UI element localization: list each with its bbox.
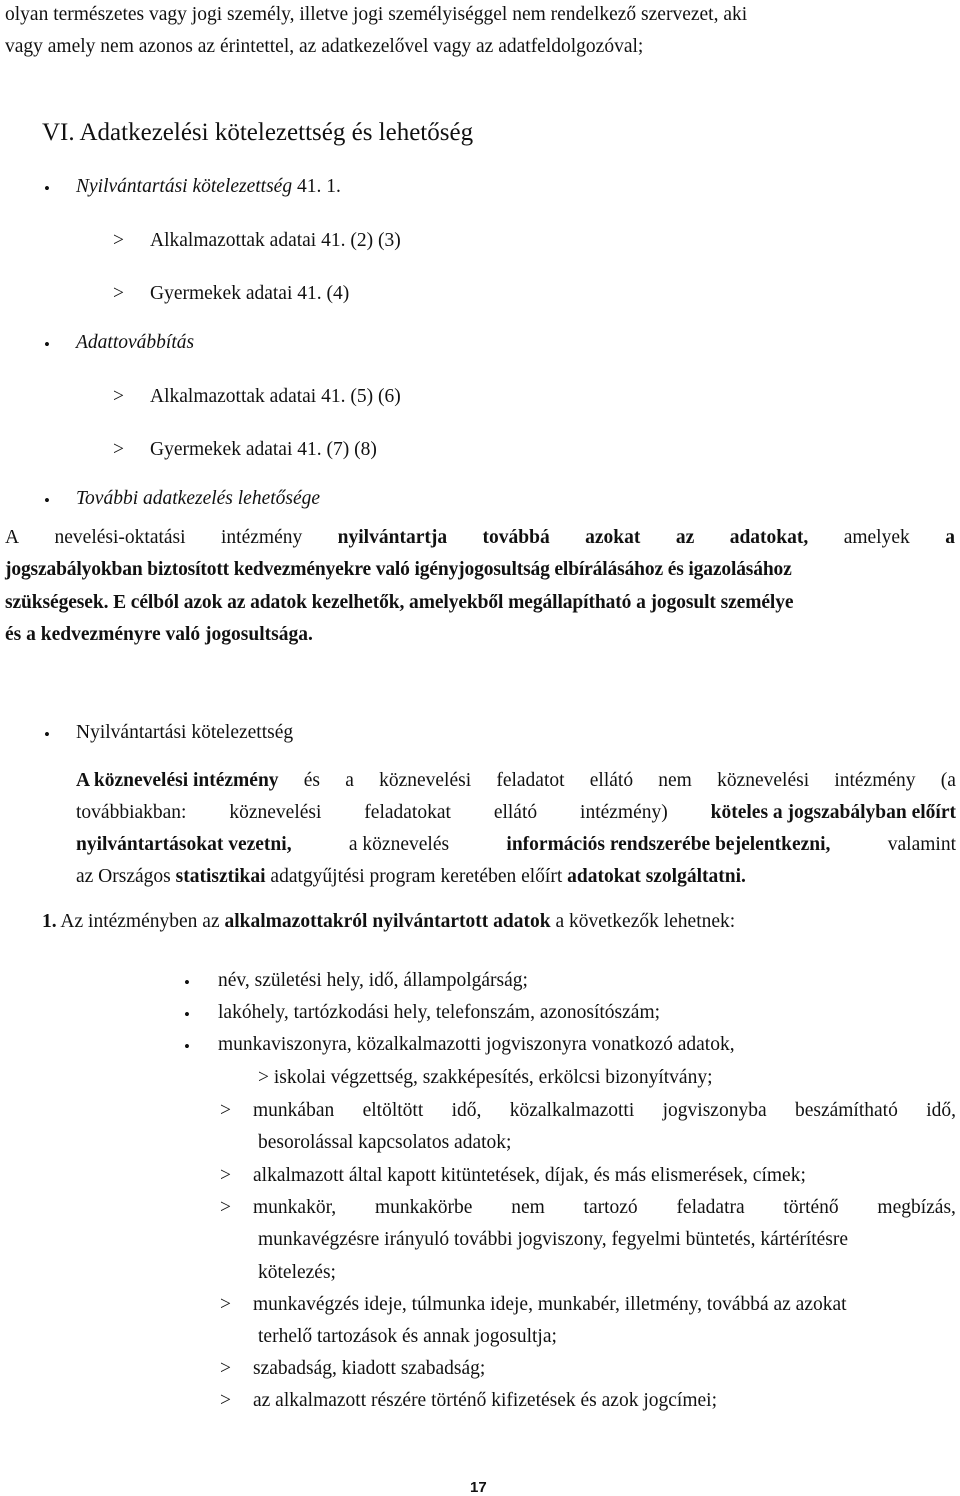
employee-bullet-2: lakóhely, tartózkodási hely, telefonszám, azonosítószám;	[218, 1002, 661, 1023]
arrow-icon: >	[220, 1100, 231, 1121]
arrow-icon: >	[220, 1390, 231, 1411]
sub-item-4-line-3: kötelezés;	[258, 1262, 336, 1283]
bullet-icon: •	[44, 335, 50, 354]
bullet-icon: •	[44, 725, 50, 744]
sub-item-5-line-1: munkavégzés ideje, túlmunka ideje, munkabér, illetmény, továbbá az azokat	[253, 1294, 847, 1315]
bullet-icon: •	[184, 1037, 190, 1056]
item-gyermekek-1: Gyermekek adatai 41. (4)	[150, 283, 350, 304]
bullet-label: Nyilvántartási kötelezettség	[76, 176, 293, 197]
sub-item-6: szabadság, kiadott szabadság;	[253, 1358, 486, 1379]
sub-item-2-line-2: besorolással kapcsolatos adatok;	[258, 1132, 512, 1153]
obligation-line-4: az Országos statisztikai adatgyűjtési program keretében előírt adatokat szolgáltatni.	[76, 866, 746, 887]
intro-line-2: vagy amely nem azonos az érintettel, az adatkezelővel vagy az adatfeldolgozóval;	[5, 36, 644, 57]
sub-item-7: az alkalmazott részére történő kifizetések és azok jogcímei;	[253, 1390, 717, 1411]
employee-bullet-1: név, születési hely, idő, állampolgárság;	[218, 970, 528, 991]
obligation-title: Nyilvántartási kötelezettség	[76, 722, 294, 743]
employee-bullet-3: munkaviszonyra, közalkalmazotti jogviszonyra vonatkozó adatok,	[218, 1034, 735, 1055]
item-gyermekek-2: Gyermekek adatai 41. (7) (8)	[150, 439, 377, 460]
item-alkalmazottak-1: Alkalmazottak adatai 41. (2) (3)	[150, 230, 401, 251]
arrow-icon: >	[220, 1358, 231, 1379]
arrow-icon: >	[220, 1165, 231, 1186]
bullet-ref: 41. 1.	[296, 176, 341, 197]
para-line-3: szükségesek. E célból azok az adatok kezelhetők, amelyekből megállapítható a jogosult személye	[5, 592, 794, 613]
arrow-icon: >	[113, 439, 124, 460]
item-alkalmazottak-2: Alkalmazottak adatai 41. (5) (6)	[150, 386, 401, 407]
bullet-icon: •	[44, 179, 50, 198]
arrow-icon: >	[113, 230, 124, 251]
employees-heading: 1. Az intézményben az alkalmazottakról nyilvántartott adatok a következők lehetnek:	[42, 911, 736, 932]
arrow-icon: >	[113, 386, 124, 407]
sub-item-4-line-1: munkakör, munkakörbe nem tartozó feladatra történő megbízás,	[253, 1197, 956, 1218]
para-line-2: jogszabályokban biztosított kedvezményekre való igényjogosultság elbírálásához és igazolásához	[5, 559, 792, 580]
sub-item-3: alkalmazott által kapott kitüntetések, díjak, és más elismerések, címek;	[253, 1165, 806, 1186]
page-number: 17	[470, 1479, 487, 1496]
sub-item-1: > iskolai végzettség, szakképesítés, erkölcsi bizonyítvány;	[258, 1067, 713, 1088]
sub-item-2-line-1: munkában eltöltött idő, közalkalmazotti jogviszonyba beszámítható idő,	[253, 1100, 956, 1121]
intro-line-1: olyan természetes vagy jogi személy, illetve jogi személyiséggel nem rendelkező szervezet, aki	[5, 4, 748, 25]
para-line-4: és a kedvezményre való jogosultsága.	[5, 624, 313, 645]
bullet-nyilvantartasi	[76, 177, 341, 197]
bullet-icon: •	[184, 973, 190, 992]
bullet-tovabbi: További adatkezelés lehetősége	[76, 488, 321, 509]
bullet-adattovabbitas: Adattovábbítás	[76, 332, 195, 353]
arrow-icon: >	[220, 1294, 231, 1315]
section-heading: VI. Adatkezelési kötelezettség és lehetőség	[42, 119, 474, 146]
para-line-1: A nevelési-oktatási intézmény nyilvántartja továbbá azokat az adatokat, amelyek a	[5, 527, 955, 548]
bullet-icon: •	[184, 1005, 190, 1024]
sub-item-5-line-2: terhelő tartozások és annak jogosultja;	[258, 1326, 557, 1347]
sub-item-4-line-2: munkavégzésre irányuló további jogviszony, fegyelmi büntetés, kártérítésre	[258, 1229, 849, 1250]
arrow-icon: >	[220, 1197, 231, 1218]
obligation-line-1: A köznevelési intézmény és a köznevelési feladatot ellátó nem köznevelési intézmény (a	[76, 770, 956, 791]
obligation-line-2: továbbiakban: köznevelési feladatokat ellátó intézmény) köteles a jogszabályban előírt	[76, 802, 956, 823]
bullet-icon: •	[44, 491, 50, 510]
arrow-icon: >	[113, 283, 124, 304]
obligation-line-3: nyilvántartásokat vezetni, a köznevelés információs rendszerébe bejelentkezni, valamint	[76, 834, 956, 855]
